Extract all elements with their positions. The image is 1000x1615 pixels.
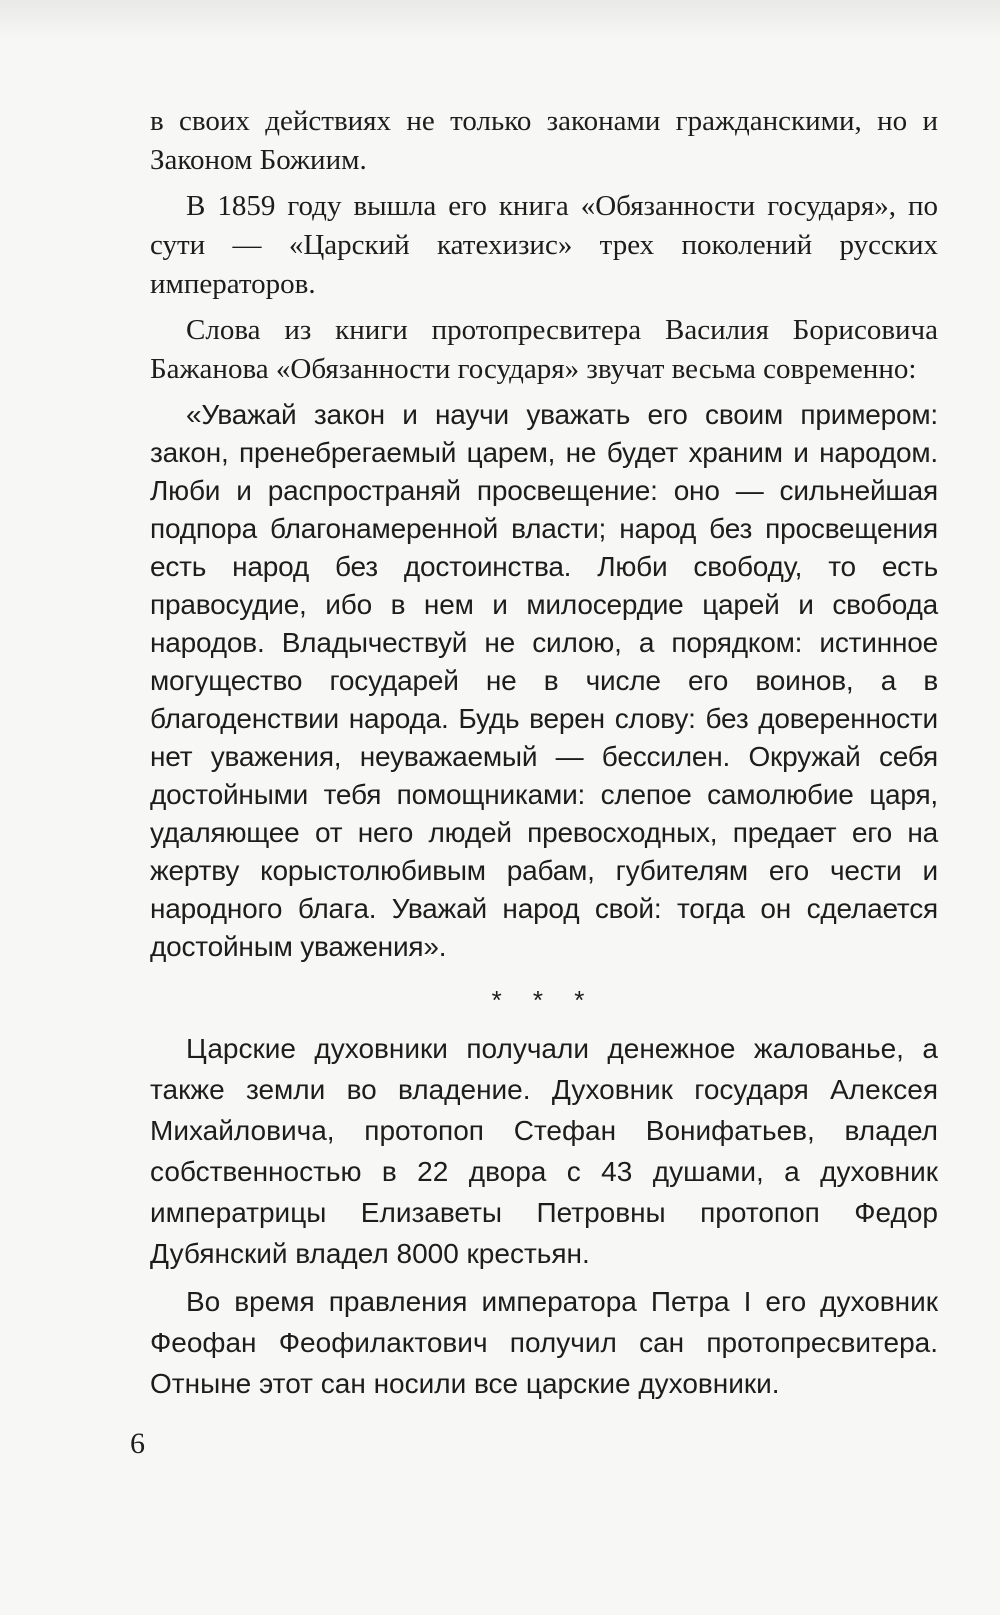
page-text xyxy=(150,102,938,1404)
paragraph-quote-intro: Слова из книги протопресвитера Василия Борисовича Бажанова «Обязанности государя» звучат весьма современно: xyxy=(150,314,938,385)
paragraph-quote: «Уважай закон и научи уважать его своим примером: закон, пренебрегаемый царем, не будет храним и народом. Люби и распространяй просвещение: оно — сильнейшая подпора благонамеренной власти; народ без просвещения есть народ без достоинства. Люби свободу, то есть правосудие, ибо в нем и милосердие царей и свобода народов. Владычествуй не силою, а порядком: истинное могущество государей не в числе его воинов, а в благоденствии народа. Будь верен слову: без доверенности нет уважения, неуважаемый — бессилен. Окружай себя достойными тебя помощниками: слепое самолюбие царя, удаляющее от него людей превосходных, предает его на жертву корыстолюбивым рабам, губителям его чести и народного блага. Уважай народ свой: тогда он сделается достойным уважения». xyxy=(150,399,938,962)
paragraph-peter-confessor: Во время правления императора Петра I его духовник Феофан Феофилактович получил сан протопресвитера. Отныне этот сан носили все царские духовники. xyxy=(150,1286,939,1399)
paragraph-continuation: в своих действиях не только законами гражданскими, но и Законом Божиим. xyxy=(150,105,938,176)
paragraph-book-1859: В 1859 году вышла его книга «Обязанности государя», по сути — «Царский катехизис» трех поколений русских императоров. xyxy=(150,190,938,300)
page-top-shadow xyxy=(0,0,1000,40)
section-separator: * * * xyxy=(491,985,597,1015)
page-number: 6 xyxy=(130,1427,145,1460)
paragraph-confessors-salary: Царские духовники получали денежное жалованье, а также земли во владение. Духовник государя Алексея Михайловича, протопоп Стефан Вонифатьев, владел собственностью в 22 двора с 43 душами, а духовник императрицы Елизаветы Петровны протопоп Федор Дубянский владел 8000 крестьян. xyxy=(150,1033,938,1269)
